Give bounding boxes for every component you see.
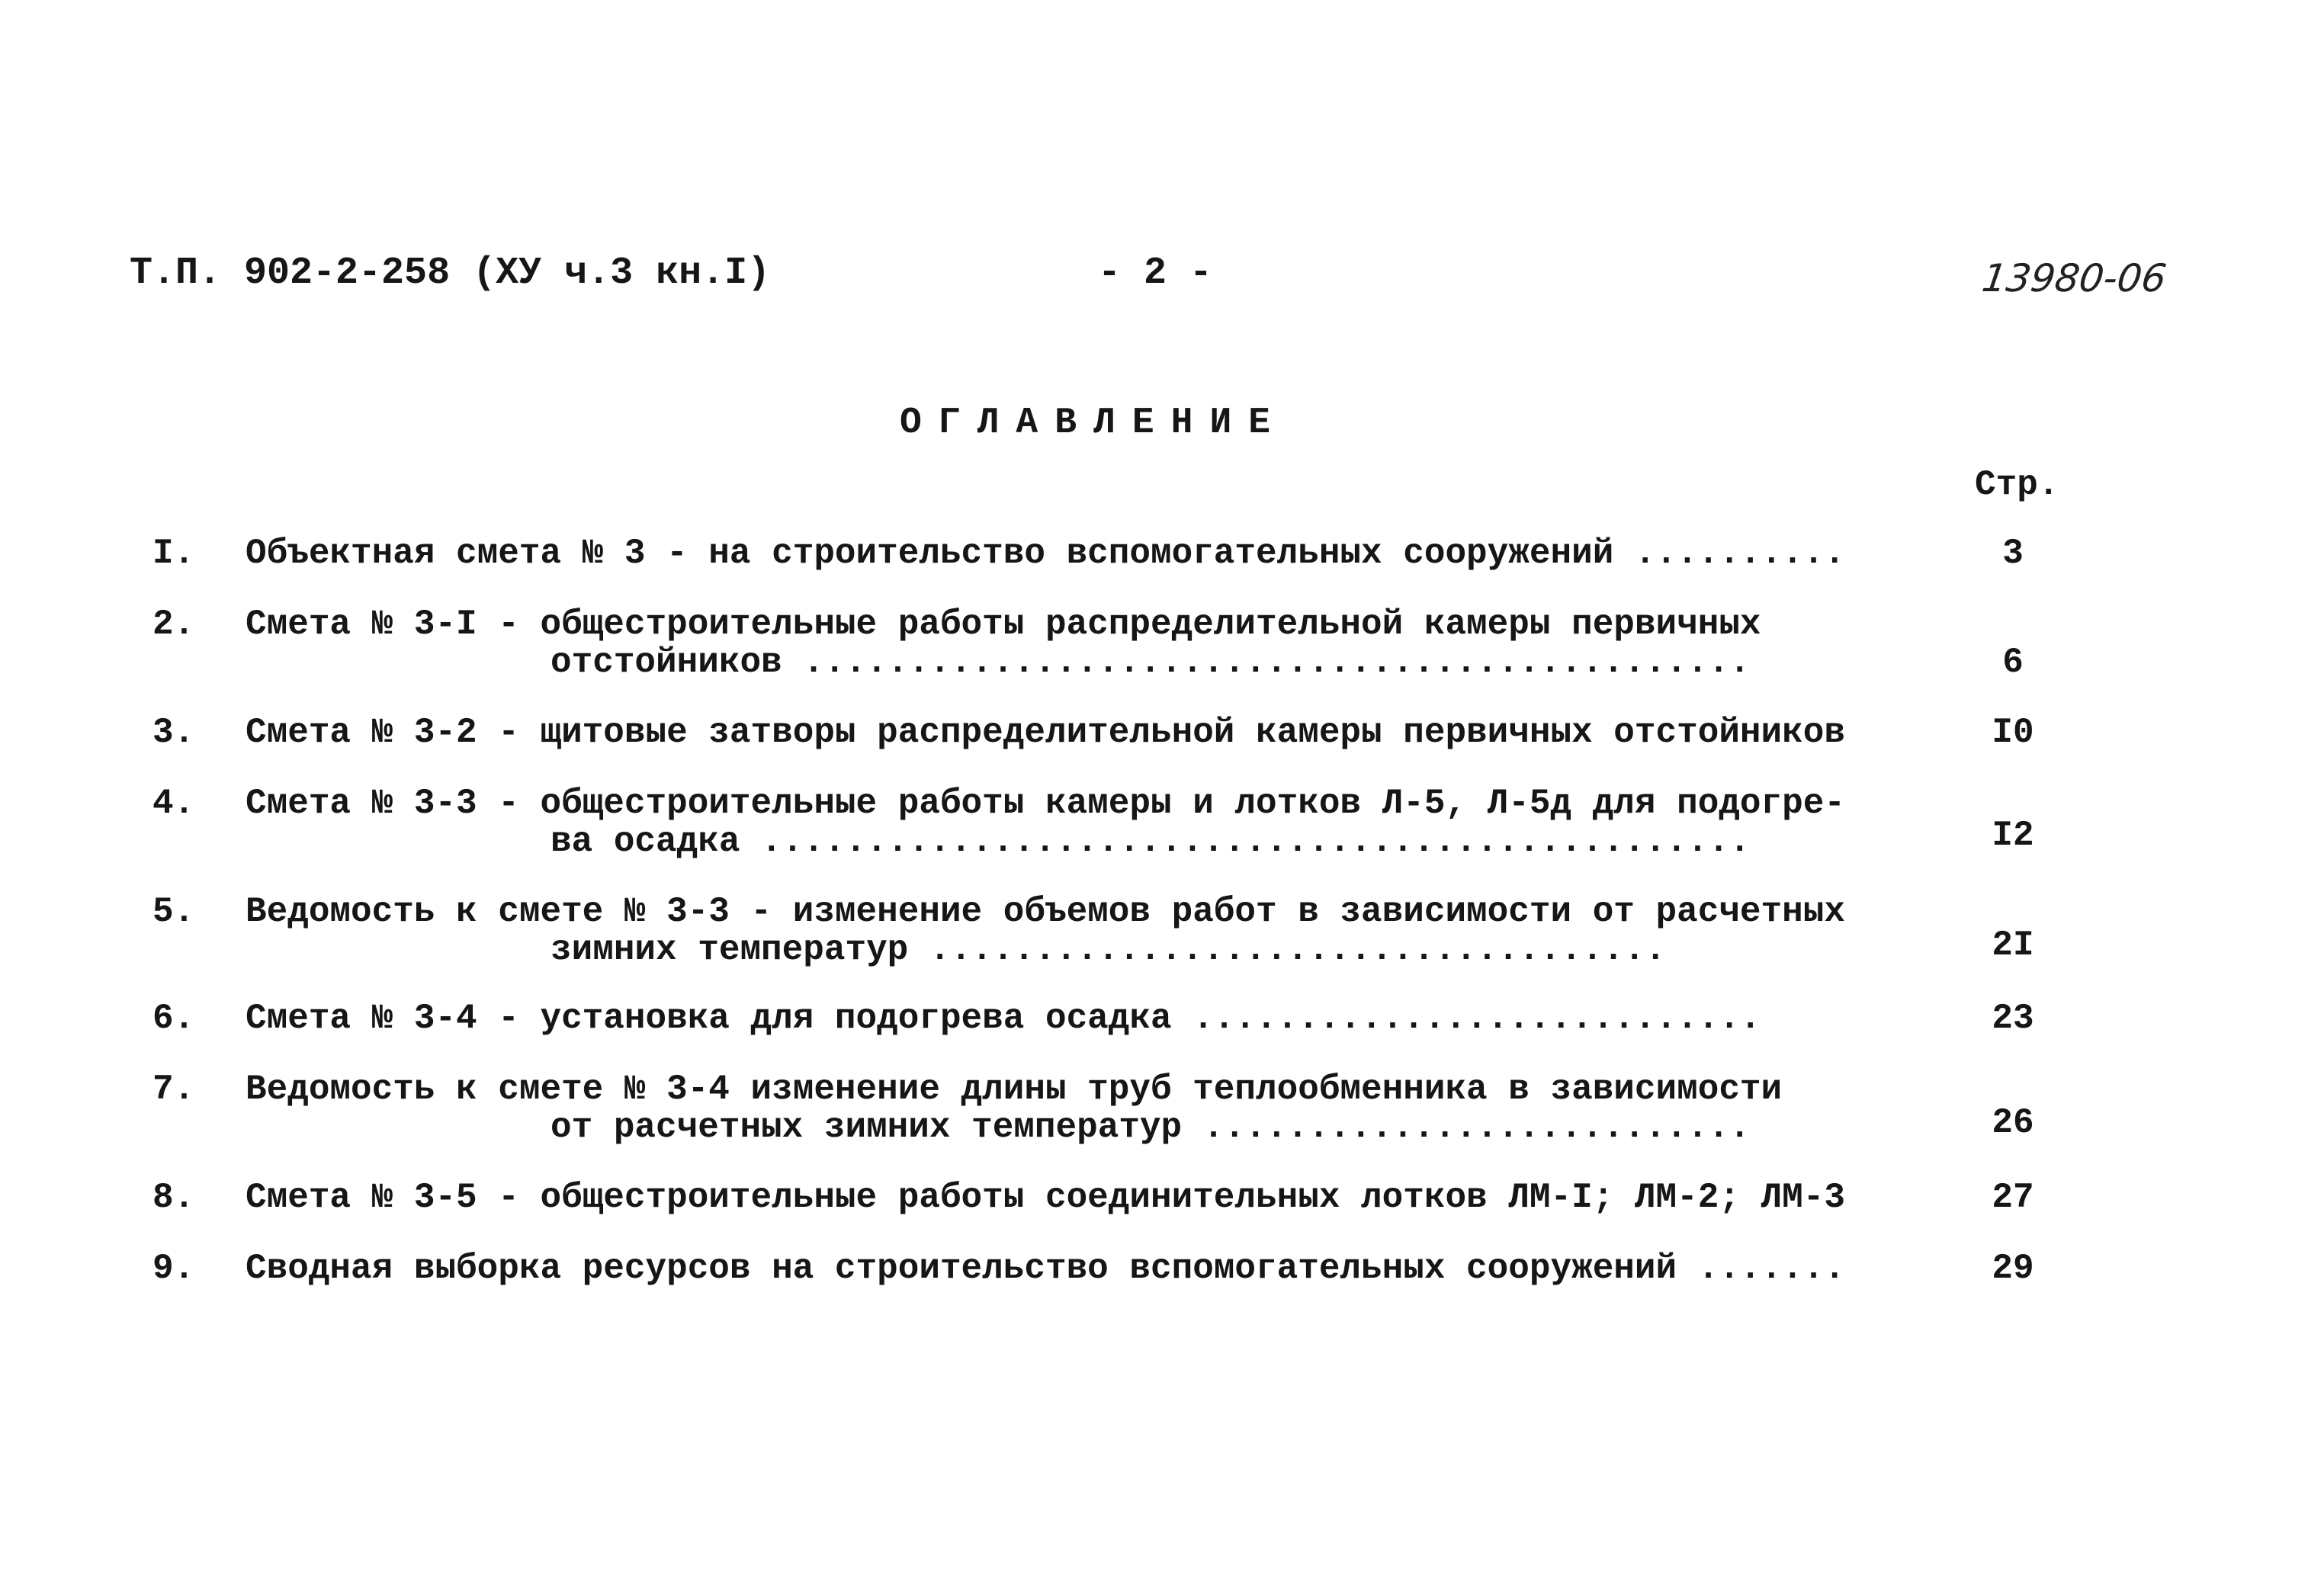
page-number: - 2 - bbox=[1098, 252, 1213, 295]
toc-entry-title: Смета № 3-I - общестроительные работы распределительной камеры первичных bbox=[246, 605, 1761, 644]
toc-entry-page: 3 bbox=[2002, 534, 2024, 573]
toc-entry-page: 23 bbox=[1992, 999, 2034, 1038]
toc-entry-title: Ведомость к смете № 3-4 изменение длины труб теплообменника в зависимости bbox=[246, 1070, 1783, 1109]
toc-entry-title: Сводная выборка ресурсов на строительство вспомогательных сооружений ....... bbox=[246, 1249, 1845, 1288]
toc-entry-number: 4. bbox=[152, 784, 195, 823]
handwritten-inventory-number: 13980-06 bbox=[1979, 256, 2169, 300]
toc-entry-title: Смета № 3-3 - общестроительные работы камеры и лотков Л-5, Л-5д для подогре- bbox=[246, 784, 1845, 823]
toc-entry-number: 9. bbox=[152, 1249, 195, 1288]
toc-entry-title: Смета № 3-5 - общестроительные работы соединительных лотков ЛМ-I; ЛМ-2; ЛМ-3 bbox=[246, 1178, 1845, 1217]
toc-entry-number: I. bbox=[152, 534, 195, 573]
toc-entry-number: 2. bbox=[152, 605, 195, 644]
toc-entry-number: 3. bbox=[152, 713, 195, 752]
toc-entry-title-continued: зимних температур ................................... bbox=[551, 930, 1667, 970]
pages-column-label: Стр. bbox=[1975, 465, 2059, 505]
toc-entry-page: 2I bbox=[1992, 925, 2034, 965]
page-title: ОГЛАВЛЕНИЕ bbox=[900, 403, 1288, 444]
toc-entry-title: Смета № 3-4 - установка для подогрева осадка ........................... bbox=[246, 999, 1761, 1038]
toc-entry-title-continued: отстойников ............................................. bbox=[551, 643, 1751, 682]
toc-entry-title: Смета № 3-2 - щитовые затворы распределительной камеры первичных отстойников bbox=[246, 713, 1845, 752]
toc-entry-number: 6. bbox=[152, 999, 195, 1038]
toc-entry-page: I2 bbox=[1992, 816, 2034, 855]
toc-entry-title: Объектная смета № 3 - на строительство вспомогательных сооружений .......... bbox=[246, 534, 1845, 573]
toc-entry-number: 7. bbox=[152, 1070, 195, 1109]
toc-entry-number: 8. bbox=[152, 1178, 195, 1217]
toc-entry-title-continued: от расчетных зимних температур .......................... bbox=[551, 1108, 1751, 1147]
toc-entry-page: I0 bbox=[1992, 713, 2034, 752]
toc-entry-title: Ведомость к смете № 3-3 - изменение объемов работ в зависимости от расчетных bbox=[246, 892, 1845, 932]
toc-entry-page: 6 bbox=[2002, 643, 2024, 682]
toc-entry-page: 27 bbox=[1992, 1178, 2034, 1217]
toc-entry-title-continued: ва осадка ............................................... bbox=[551, 822, 1751, 861]
document-reference: Т.П. 902-2-258 (ХУ ч.3 кн.I) bbox=[130, 252, 771, 295]
toc-entry-page: 26 bbox=[1992, 1103, 2034, 1143]
toc-entry-page: 29 bbox=[1992, 1249, 2034, 1288]
toc-entry-number: 5. bbox=[152, 892, 195, 932]
